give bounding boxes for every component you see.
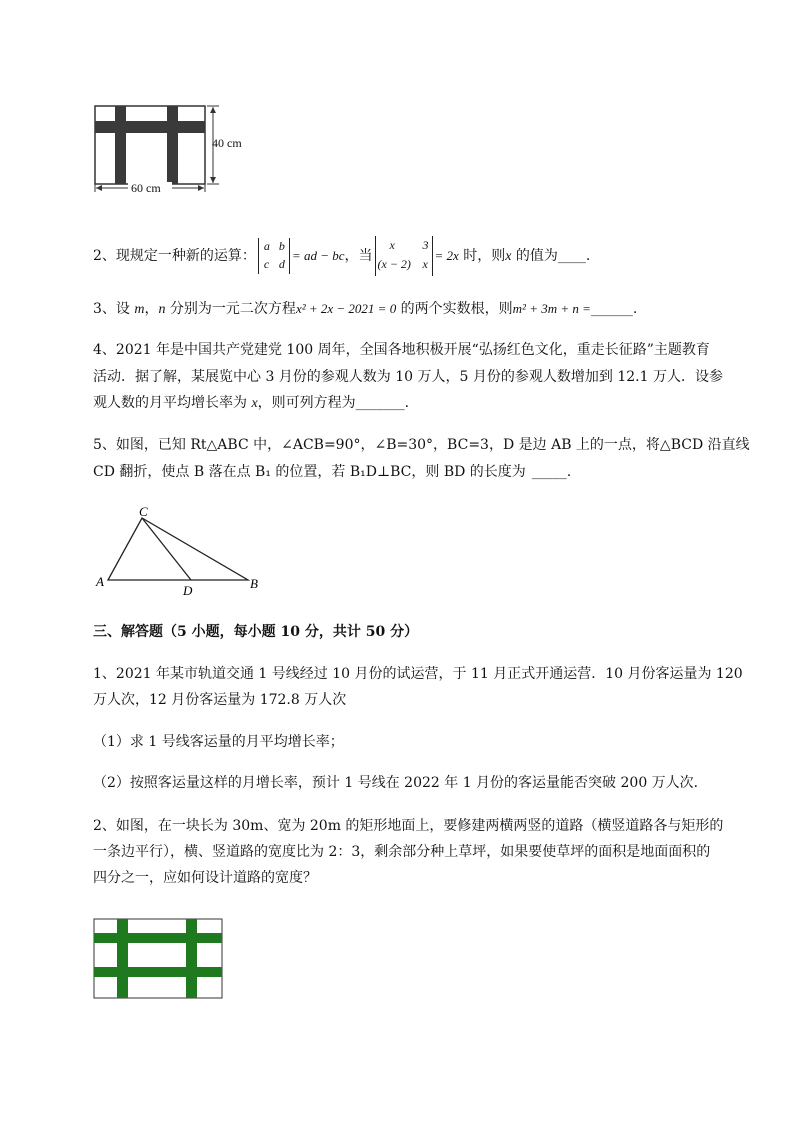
determinant-definition: a b c d — [256, 238, 292, 274]
width-label: 60 cm — [131, 181, 161, 194]
problem-2-line-1: 2、如图，在一块长为 30m、宽为 20m 的矩形地面上，要修建两横两竖的道路（横竖道路各与矩形的 — [93, 818, 724, 834]
label-a: A — [96, 574, 104, 589]
horizontal-road-top — [94, 933, 222, 943]
vertical-road-right — [186, 919, 197, 998]
triangle-figure — [90, 500, 270, 600]
question-3: 3、设 m，n 分别为一元二次方程x² + 2x − 2021 = 0 的两个实数根，则m² + 3m + n =______. — [93, 301, 638, 317]
height-label: 40 cm — [212, 136, 242, 150]
problem-1-sub-2: （2）按照客运量这样的月增长率，预计 1 号线在 2022 年 1 月份的客运量能否突破 200 万人次． — [93, 775, 708, 791]
frame-vertical-bar-right — [167, 106, 178, 184]
roads-figure — [92, 917, 226, 1001]
horizontal-road-bottom — [94, 967, 222, 977]
frame-vertical-bar-left — [115, 106, 126, 184]
question-4-line-3: 观人数的月平均增长率为 x，则可列方程为_______. — [93, 395, 410, 411]
segment-cd — [142, 518, 191, 580]
problem-2-line-3: 四分之一，应如何设计道路的宽度？ — [93, 870, 317, 886]
question-4-line-1: 4、2021 年是中国共产党建党 100 周年，全国各地积极开展“弘扬红色文化，重走长征路”主题教育 — [93, 342, 710, 358]
label-b: B — [250, 576, 258, 591]
triangle-abc — [108, 518, 248, 580]
question-5-line-1: 5、如图，已知 Rt△ABC 中，∠ACB=90°，∠B=30°，BC=3，D 是边 AB 上的一点，将△BCD 沿直线 — [93, 437, 750, 453]
frame-outline — [95, 106, 205, 184]
question-5-line-2: CD 翻折，使点 B 落在点 B₁ 的位置，若 B₁D⊥BC，则 BD 的长度为 _____. — [93, 464, 572, 480]
problem-1-sub-1: （1）求 1 号线客运量的月平均增长率； — [93, 734, 344, 750]
section-3-title: 三、解答题（5 小题，每小题 10 分，共计 50 分） — [93, 624, 419, 640]
field-outline — [94, 919, 222, 998]
vertical-road-left — [117, 919, 128, 998]
problem-2-line-2: 一条边平行），横、竖道路的宽度比为 2：3，剩余部分种上草坪，如果要使草坪的面积是地面面积的 — [93, 844, 711, 860]
determinant-equation: x 3 (x − 2) x — [373, 236, 435, 276]
label-d: D — [183, 583, 193, 598]
problem-1-line-2: 万人次，12 月份客运量为 172.8 万人次 — [93, 692, 347, 708]
label-c: C — [139, 504, 148, 519]
frame-figure — [90, 102, 260, 194]
problem-1-line-1: 1、2021 年某市轨道交通 1 号线经过 10 月份的试运营，于 11 月正式开通运营．10 月份客运量为 120 — [93, 666, 743, 682]
frame-horizontal-bar — [95, 121, 205, 133]
question-4-line-2: 活动．据了解，某展览中心 3 月份的参观人数为 10 万人，5 月份的参观人数增加到 12.1 万人．设参 — [93, 369, 723, 385]
question-2: 2、现规定一种新的运算： a b c d = ad − bc，当 x 3 (x − 2) x = 2x 时，则x 的值为____. — [93, 236, 590, 276]
